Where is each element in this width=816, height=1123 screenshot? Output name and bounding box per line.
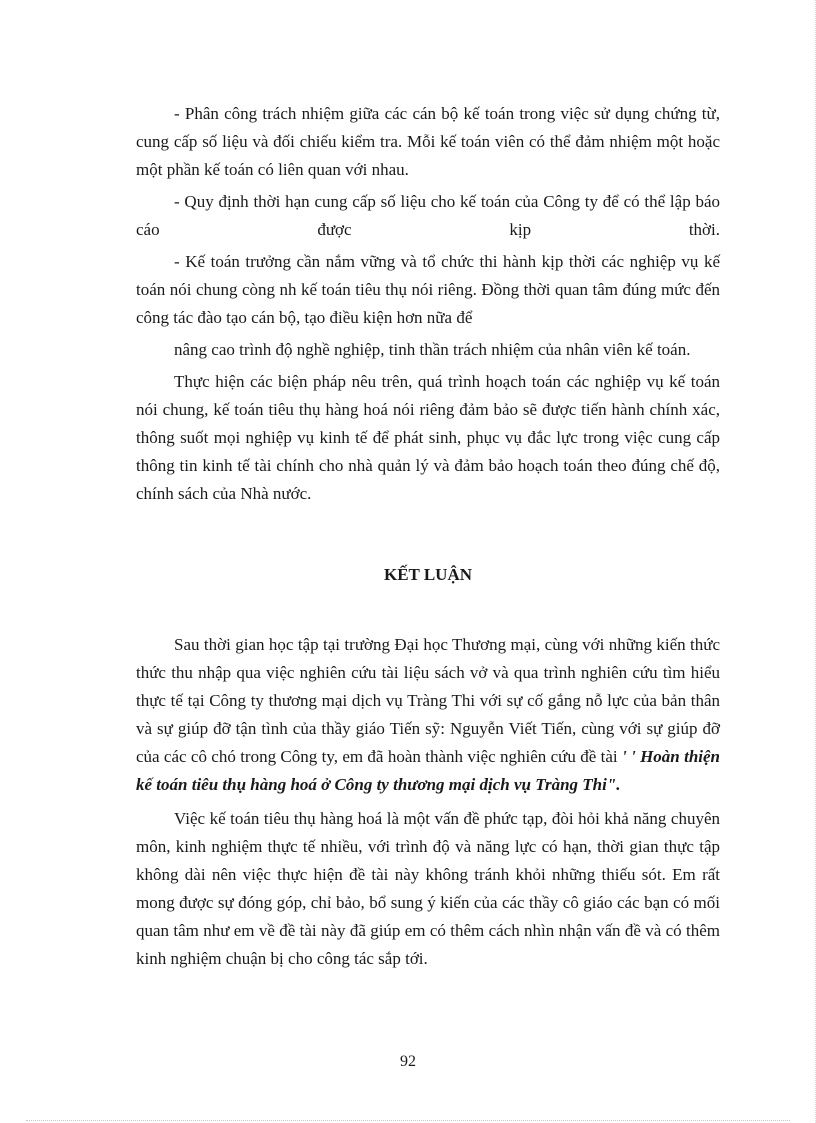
paragraph-training: nâng cao trình độ nghề nghiệp, tinh thần trách nhiệm của nhân viên kế toán. [174, 340, 691, 359]
paragraph-implementation: Thực hiện các biện pháp nêu trên, quá trình hoạch toán các nghiệp vụ kế toán nói chung, kế toán tiêu thụ hàng hoá nói riêng đảm bảo sẽ được tiến hành chính xác, thông suốt mọi nghiệp vụ kinh tế để phát sinh, phục vụ đắc lực trong việc cung cấp thông tin kinh tế tài chính cho nhà quản lý và đảm bảo hoạch toán theo đúng chế độ, chính sách của Nhà nước. [136, 372, 720, 503]
section-recommendations [136, 100, 720, 508]
conclusion-intro-text: Sau thời gian học tập tại trường Đại học Thương mại, cùng với những kiến thức thức thu nhập qua việc nghiên cứu tài liệu sách vở và qua trình nghiên cứu tìm hiểu thực tế tại Công ty thương mại dịch vụ Tràng Thi với sự cố gắng nỗ lực của bản thân và sự giúp đỡ tận tình của thầy giáo Tiến sỹ: Nguyễn Viết Tiến, cùng với sự giúp đỡ của các cô chó trong Công ty, em đã hoàn thành việc nghiên cứu đề tài [136, 635, 720, 766]
section-conclusion [136, 631, 720, 973]
paragraph-assign-responsibility: - Phân công trách nhiệm giữa các cán bộ kế toán trong việc sử dụng chứng từ, cung cấp số liệu và đối chiếu kiểm tra. Mỗi kế toán viên có thể đảm nhiệm một hoặc một phần kế toán có liên quan với nhau. [136, 104, 720, 179]
thesis-topic-title: ' ' Hoàn thiện kế toán tiêu thụ hàng hoá ở Công ty thương mại dịch vụ Tràng Thi". [136, 747, 720, 794]
conclusion-heading: KẾT LUẬN [383, 565, 472, 584]
paragraph-conclusion-closing: Việc kế toán tiêu thụ hàng hoá là một vấn đề phức tạp, đòi hỏi khả năng chuyên môn, kinh nghiệm thực tế nhiều, với trình độ và năng lực có hạn, thời gian thực tập không dài nên việc thực hiện đề tài này không tránh khỏi những thiếu sót. Em rất mong được sự đóng góp, chỉ bảo, bổ sung ý kiến của các thầy cô giáo các bạn có mối quan tâm như em về đề tài này đã giúp em có thêm cách nhìn nhận vấn đề và có thêm kinh nghiệm chuận bị cho công tác sắp tới. [136, 809, 720, 968]
page-number: 92 [400, 1053, 416, 1070]
page-bottom-divider [26, 1120, 790, 1121]
paragraph-reporting-deadline: - Quy định thời hạn cung cấp số liệu cho kế toán của Công ty để có thể lập báo cáo được kịp thời. [136, 192, 720, 239]
paragraph-conclusion-intro [136, 631, 720, 799]
paragraph-chief-accountant: - Kế toán trưởng cần nắm vững và tổ chức thi hành kịp thời các nghiệp vụ kế toán nói chung còng nh kế toán tiêu thụ nói riêng. Đồng thời quan tâm đúng mức đến công tác đào tạo cán bộ, tạo điều kiện hơn nữa để [136, 252, 720, 327]
